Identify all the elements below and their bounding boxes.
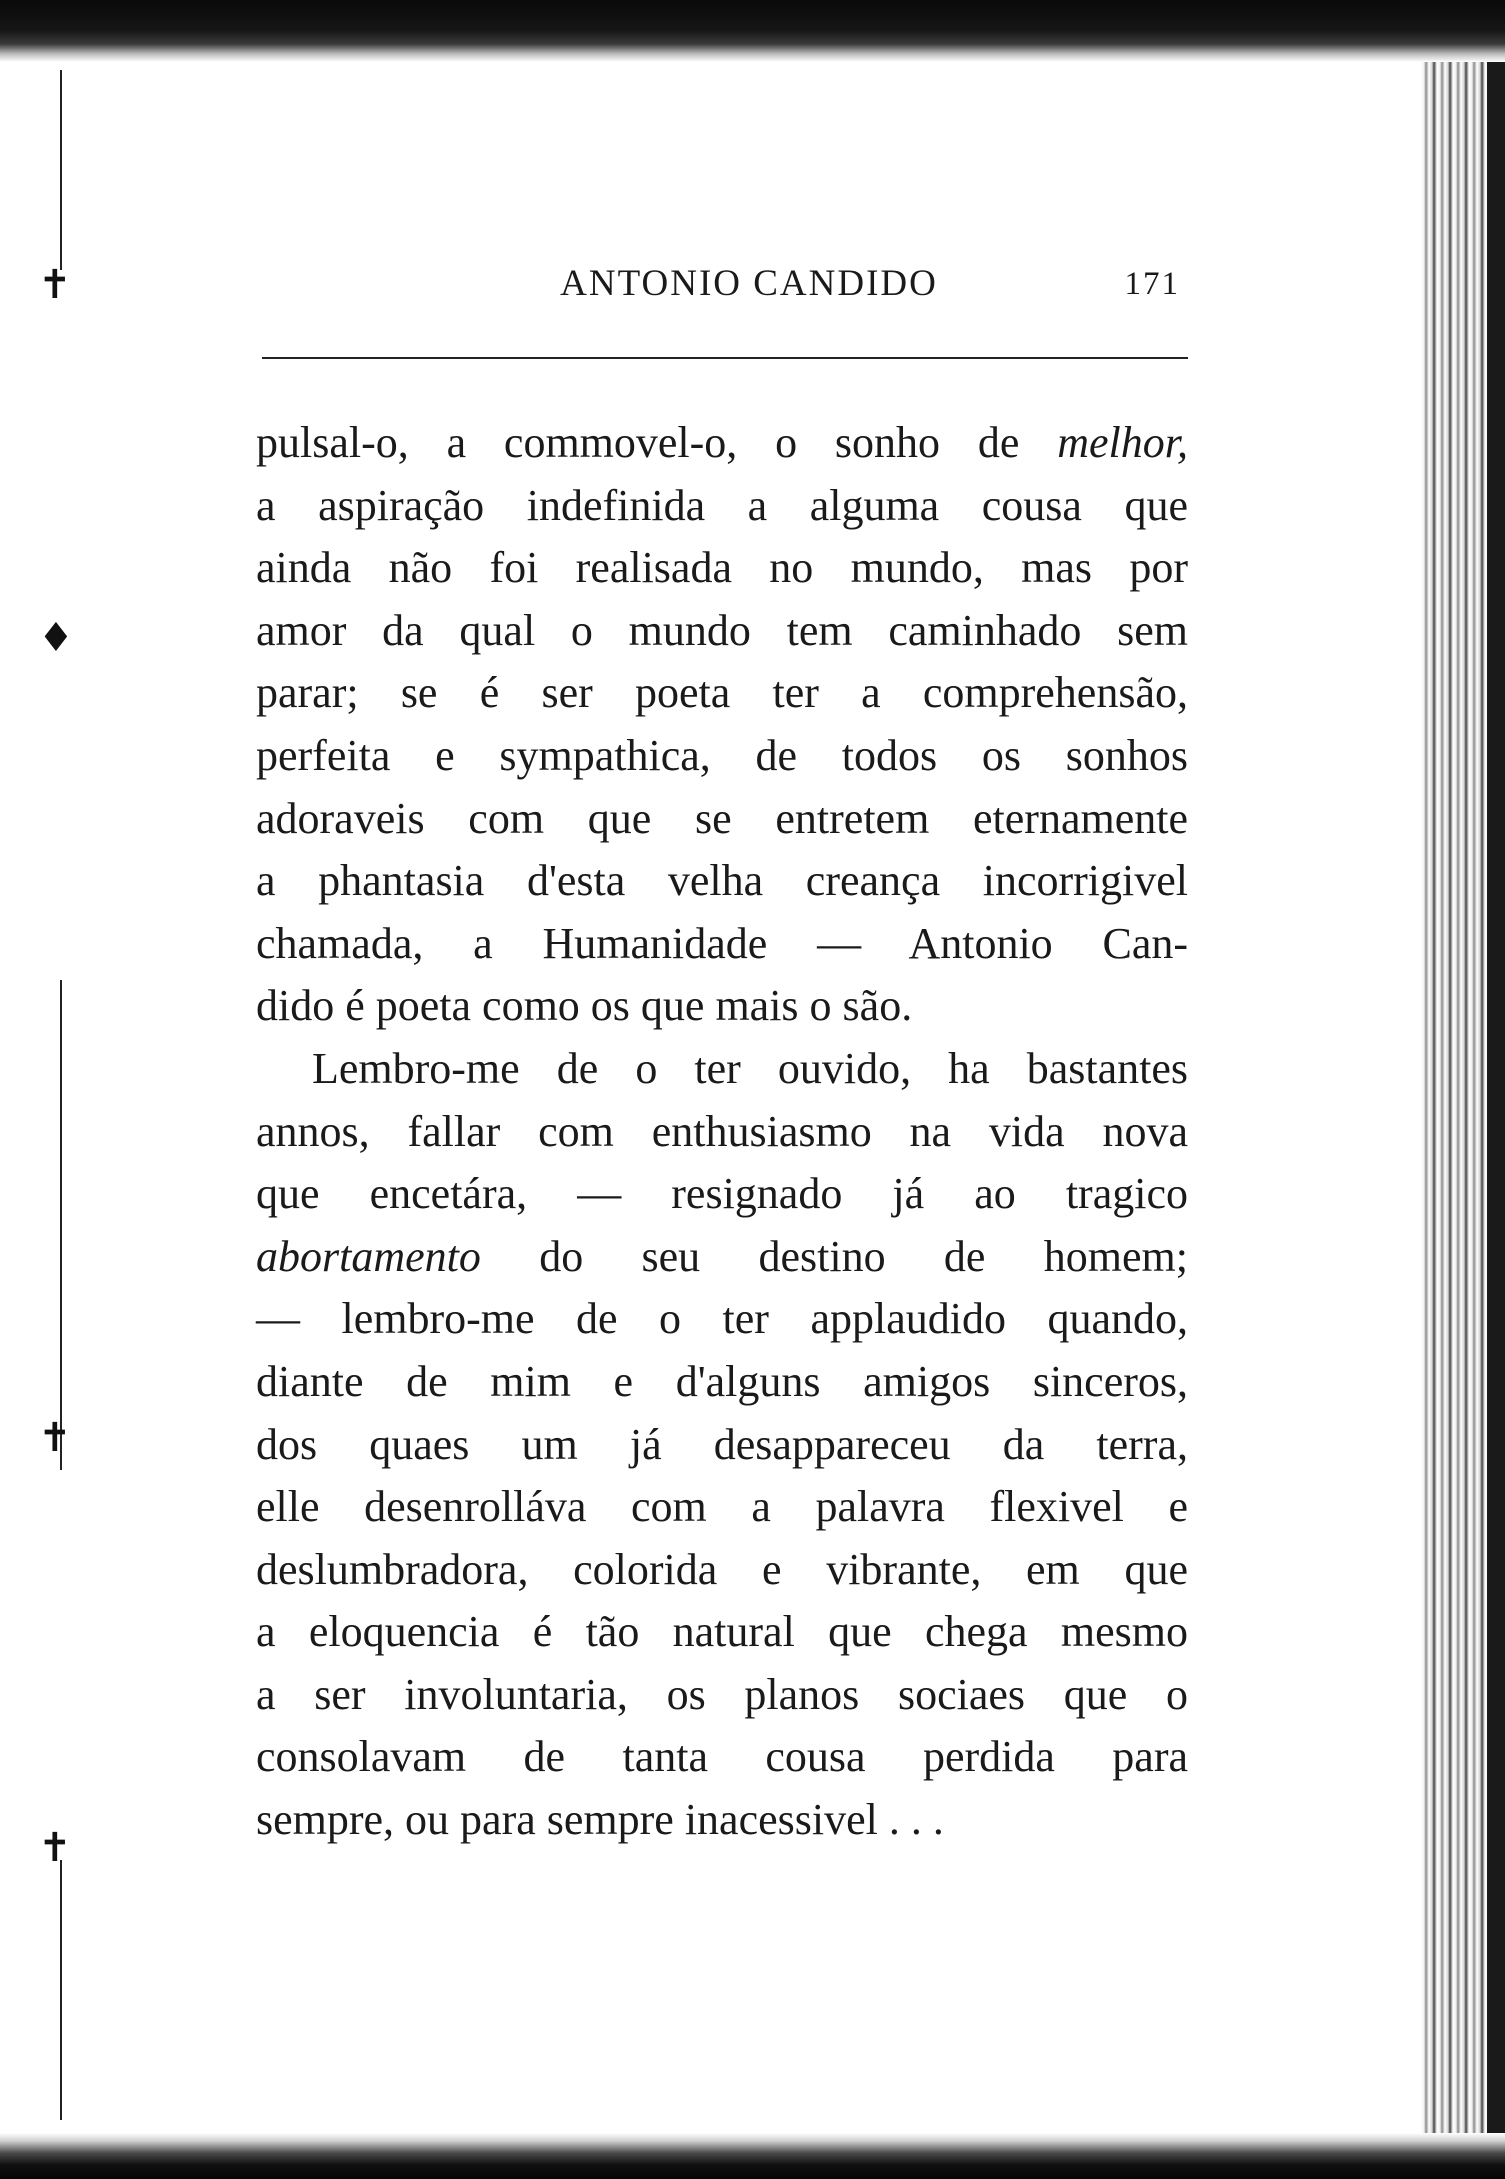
text-line: — lembro-me de o ter applaudido quando, bbox=[256, 1294, 1188, 1344]
left-margin-line bbox=[60, 1860, 62, 2120]
text-line: deslumbradora, colorida e vibrante, em que bbox=[256, 1544, 1188, 1594]
text-line: que encetára, — resignado já ao tragico bbox=[256, 1169, 1188, 1219]
text-line: a eloquencia é tão natural que chega mesmo bbox=[256, 1607, 1188, 1657]
text-line: a phantasia d'esta velha creança incorrigivel bbox=[256, 856, 1188, 906]
text-line: elle desenrolláva com a palavra flexivel e bbox=[256, 1482, 1188, 1532]
italic-word: abortamento bbox=[256, 1231, 481, 1281]
text-line: dido é poeta como os que mais o são. bbox=[256, 981, 913, 1031]
text-line: perfeita e sympathica, de todos os sonhos bbox=[256, 730, 1188, 780]
text-line: ainda não foi realisada no mundo, mas por bbox=[256, 543, 1188, 593]
margin-ornament-icon: ♦ bbox=[38, 615, 74, 661]
text-line: pulsal-o, a commovel-o, o sonho de melhor, bbox=[256, 418, 1188, 467]
margin-ornament-icon: ✝ bbox=[38, 262, 72, 308]
paragraph bbox=[256, 1038, 1188, 1852]
running-head-title: ANTONIO CANDIDO bbox=[560, 263, 938, 304]
left-margin-line bbox=[60, 70, 62, 270]
text-line: adoraveis com que se entretem eternamente bbox=[256, 793, 1188, 843]
text-line: a aspiração indefinida a alguma cousa que bbox=[256, 480, 1188, 530]
page-top-edge bbox=[0, 0, 1505, 62]
text-line: abortamento do seu destino de homem; bbox=[256, 1231, 1188, 1281]
margin-ornament-icon: ✝ bbox=[38, 1825, 72, 1871]
paragraph bbox=[256, 412, 1188, 1038]
text-line: consolavam de tanta cousa perdida para bbox=[256, 1732, 1188, 1782]
page-number: 171 bbox=[1124, 266, 1180, 302]
text-line: a ser involuntaria, os planos sociaes que o bbox=[256, 1669, 1188, 1719]
text-line: dos quaes um já desappareceu da terra, bbox=[256, 1419, 1188, 1469]
text-line: amor da qual o mundo tem caminhado sem bbox=[256, 605, 1188, 655]
running-head bbox=[262, 262, 1180, 312]
italic-word: melhor, bbox=[1057, 418, 1188, 467]
margin-ornament-icon: ✝ bbox=[38, 1415, 72, 1461]
header-rule bbox=[262, 357, 1188, 359]
page-right-edge-shadow bbox=[1487, 62, 1505, 2133]
text-line: annos, fallar com enthusiasmo na vida nova bbox=[256, 1106, 1188, 1156]
page-bottom-edge bbox=[0, 2133, 1505, 2179]
text-line: Lembro-me de o ter ouvido, ha bastantes bbox=[312, 1043, 1188, 1093]
body-text bbox=[256, 412, 1188, 1852]
text-line: sempre, ou para sempre inacessivel . . . bbox=[256, 1795, 944, 1845]
left-margin-line bbox=[60, 980, 62, 1470]
text-line: parar; se é ser poeta ter a comprehensão, bbox=[256, 668, 1188, 718]
text-line: chamada, a Humanidade — Antonio Can- bbox=[256, 918, 1188, 968]
text-line: diante de mim e d'alguns amigos sinceros, bbox=[256, 1356, 1188, 1406]
